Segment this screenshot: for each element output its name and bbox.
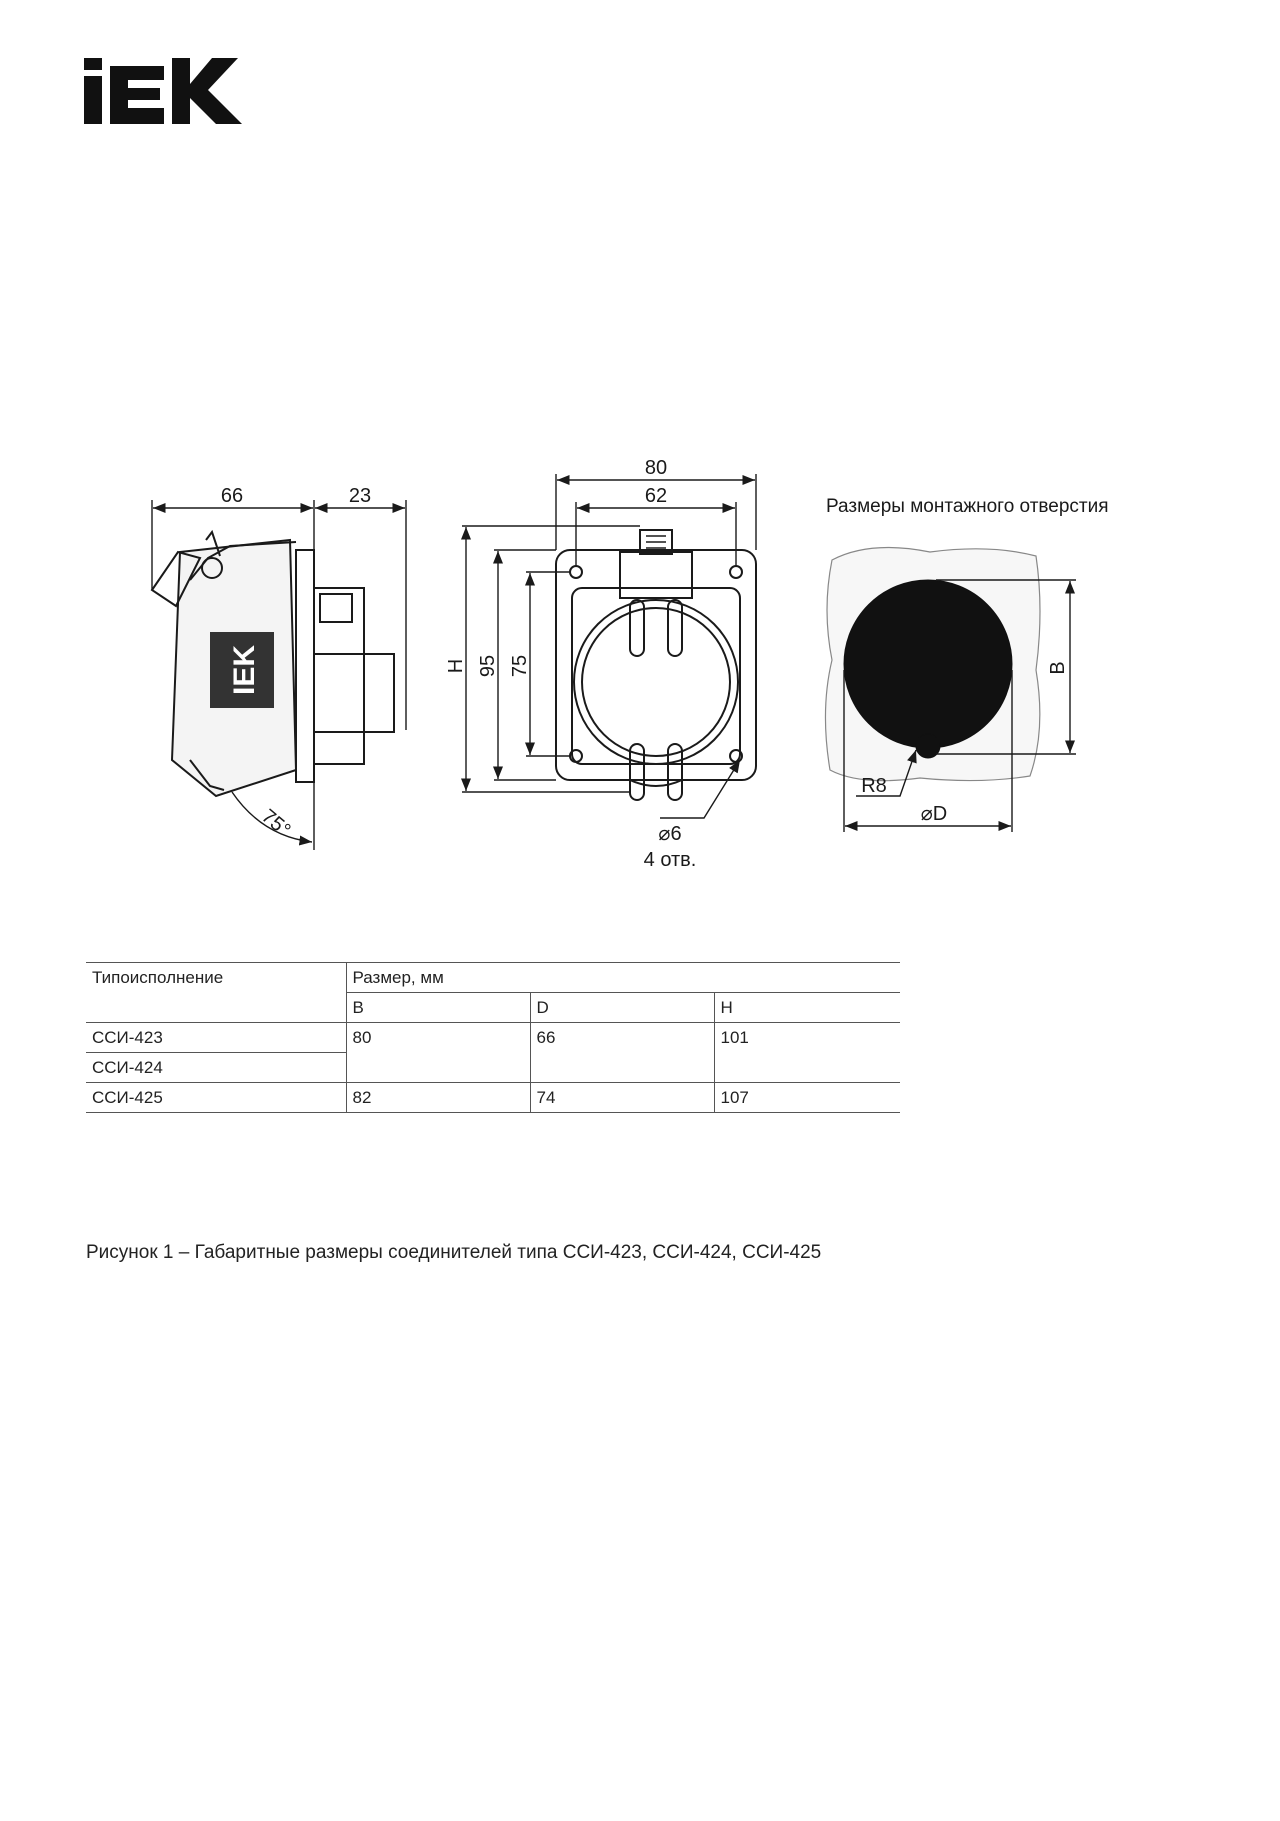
cell-b: 82 [346,1083,530,1113]
cell-type: ССИ-423 [86,1023,346,1053]
table-row [86,1083,900,1113]
header-size: Размер, мм [346,963,900,993]
cell-type: ССИ-425 [86,1083,346,1113]
dim-hole-dia: ⌀6 [658,823,682,845]
front-view [556,530,756,800]
cell-type: ССИ-424 [86,1053,346,1083]
dim-front-h: H [445,658,467,674]
side-view-logo-text: IEK [228,644,261,696]
cell-h: 107 [714,1083,900,1113]
dim-cutout-dia: ⌀D [920,803,948,825]
iek-logo-icon [84,58,244,124]
cutout-view [825,548,1040,781]
dim-cutout-b: B [1047,661,1069,675]
cell-d: 74 [530,1083,714,1113]
dimension-drawing [0,440,1280,880]
header-b: B [346,993,530,1023]
cell-b: 80 [346,1023,530,1083]
table-row [86,1023,900,1053]
dim-front-holes: 62 [644,485,668,507]
dim-hole-count: 4 отв. [643,849,697,871]
cutout-title: Размеры монтажного отверстия [826,496,1109,517]
header-type: Типоисполнение [86,963,346,1023]
side-view-logo-mark [210,632,274,708]
dim-front-outer: 80 [644,457,668,479]
header-h: H [714,993,900,1023]
cell-h: 101 [714,1023,900,1083]
dim-cutout-radius: R8 [861,775,887,797]
cell-d: 66 [530,1023,714,1083]
dim-side-angle: 75° [257,805,295,842]
dim-side-body: 66 [220,485,244,507]
dim-side-front: 23 [348,485,372,507]
figure-caption: Рисунок 1 – Габаритные размеры соединителей типа ССИ-423, ССИ-424, ССИ-425 [86,1242,822,1263]
dimensions-table [86,962,900,1113]
header-d: D [530,993,714,1023]
dim-front-plate: 95 [477,654,499,678]
dim-front-holes-v: 75 [509,654,531,678]
table-header-row [86,963,900,993]
